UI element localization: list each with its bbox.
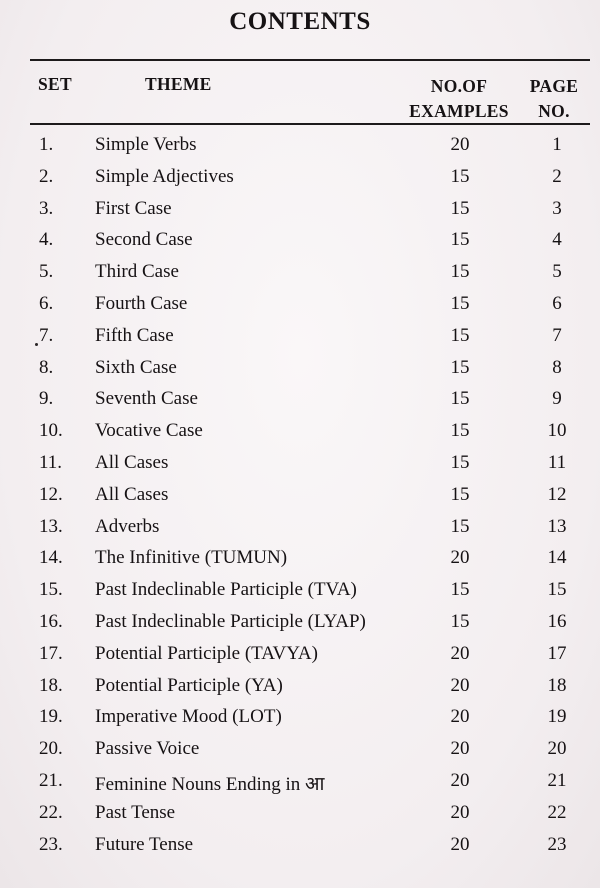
row-page-number: 15 (547, 579, 567, 601)
row-examples-count: 20 (450, 738, 470, 760)
row-examples-count: 15 (450, 165, 470, 187)
table-row (0, 257, 600, 289)
row-set-number: 12. (39, 483, 63, 505)
row-theme: Future Tense (95, 833, 194, 855)
row-set-number: 15. (39, 579, 63, 601)
row-set-number: 2. (39, 165, 54, 187)
row-theme: Simple Verbs (95, 134, 197, 155)
table-row (0, 798, 600, 830)
row-page-number: 11 (547, 451, 567, 473)
row-set-number: 14. (39, 547, 63, 569)
column-header-examples-line2: EXAMPLES (409, 101, 509, 121)
row-set-number: 5. (39, 261, 54, 283)
row-examples-count: 15 (450, 388, 470, 410)
row-theme: Third Case (95, 261, 179, 283)
table-row (0, 543, 600, 575)
row-examples-count: 15 (450, 261, 470, 283)
table-row (0, 639, 600, 671)
table-row (0, 830, 600, 862)
row-examples-count: 15 (450, 420, 470, 442)
row-examples-count: 20 (450, 769, 470, 791)
row-examples-count: 15 (450, 610, 470, 632)
table-row (0, 766, 600, 798)
row-set-number: 20. (39, 738, 63, 760)
row-examples-count: 15 (450, 229, 470, 251)
row-theme: Potential Participle (TAVYA) (95, 642, 318, 664)
row-page-number: 8 (552, 356, 562, 378)
row-set-number: 4. (39, 229, 54, 251)
row-examples-count: 15 (450, 197, 470, 219)
row-theme: Seventh Case (95, 388, 198, 410)
table-row (0, 734, 600, 766)
row-theme: Adverbs (95, 515, 160, 537)
table-row (0, 448, 600, 480)
table-row (0, 353, 600, 385)
row-theme: Past Indeclinable Participle (TVA) (95, 579, 357, 601)
table-row (0, 575, 600, 607)
row-set-number: 7. (39, 324, 54, 346)
row-page-number: 13 (547, 515, 567, 537)
page-title: CONTENTS (229, 8, 371, 35)
row-page-number: 9 (552, 388, 562, 410)
row-page-number: 22 (547, 801, 567, 823)
row-examples-count: 15 (450, 356, 470, 378)
table-row (0, 702, 600, 734)
column-header-set: SET (38, 74, 72, 94)
contents-table (0, 130, 600, 861)
table-row (0, 162, 600, 194)
row-theme: First Case (95, 197, 172, 219)
row-theme: Fourth Case (95, 292, 188, 314)
header-bottom-rule (30, 123, 590, 125)
row-examples-count: 20 (450, 642, 470, 664)
column-header-page-line1: PAGE (529, 76, 579, 96)
table-row (0, 130, 600, 162)
row-set-number: 1. (39, 134, 54, 155)
table-row (0, 225, 600, 257)
row-theme: Passive Voice (95, 738, 200, 760)
row-page-number: 17 (547, 642, 567, 664)
row-page-number: 19 (547, 706, 567, 728)
row-page-number: 3 (552, 197, 562, 219)
row-theme: Imperative Mood (LOT) (95, 706, 282, 728)
row-theme: Vocative Case (95, 420, 203, 442)
row-examples-count: 15 (450, 292, 470, 314)
row-set-number: 16. (39, 610, 63, 632)
header-top-rule (30, 59, 590, 61)
table-row (0, 416, 600, 448)
row-theme: Second Case (95, 229, 193, 251)
row-page-number: 16 (547, 610, 567, 632)
row-set-number: 18. (39, 674, 63, 696)
row-page-number: 23 (547, 833, 567, 855)
ink-speck (35, 343, 38, 346)
row-set-number: 19. (39, 706, 63, 728)
row-theme: Past Indeclinable Participle (LYAP) (95, 610, 366, 632)
row-examples-count: 15 (450, 324, 470, 346)
row-page-number: 21 (547, 769, 567, 791)
row-page-number: 10 (547, 420, 567, 442)
row-examples-count: 20 (450, 833, 470, 855)
row-set-number: 6. (39, 292, 54, 314)
row-theme: All Cases (95, 483, 169, 505)
table-row (0, 321, 600, 353)
row-examples-count: 20 (450, 801, 470, 823)
table-row (0, 671, 600, 703)
row-set-number: 22. (39, 801, 63, 823)
table-row (0, 512, 600, 544)
row-theme: Potential Participle (YA) (95, 674, 283, 696)
row-examples-count: 20 (450, 706, 470, 728)
column-header-theme: THEME (145, 74, 212, 94)
row-examples-count: 15 (450, 451, 470, 473)
row-page-number: 12 (547, 483, 567, 505)
row-examples-count: 20 (450, 674, 470, 696)
row-page-number: 4 (552, 229, 562, 251)
row-theme: The Infinitive (TUMUN) (95, 547, 288, 569)
row-set-number: 8. (39, 356, 54, 378)
row-page-number: 1 (552, 134, 562, 155)
table-row (0, 607, 600, 639)
table-row (0, 194, 600, 226)
row-page-number: 20 (547, 738, 567, 760)
column-header-examples-line1: NO.OF (430, 76, 488, 96)
table-row (0, 289, 600, 321)
row-page-number: 14 (547, 547, 567, 569)
row-theme: All Cases (95, 451, 169, 473)
row-examples-count: 15 (450, 483, 470, 505)
row-set-number: 3. (39, 197, 54, 219)
row-set-number: 13. (39, 515, 63, 537)
row-examples-count: 20 (450, 134, 470, 155)
row-page-number: 6 (552, 292, 562, 314)
row-theme: Sixth Case (95, 356, 177, 378)
row-page-number: 5 (552, 261, 562, 283)
row-set-number: 17. (39, 642, 63, 664)
table-row (0, 384, 600, 416)
row-page-number: 7 (552, 324, 562, 346)
column-header-page-line2: NO. (538, 101, 570, 121)
row-set-number: 11. (39, 451, 63, 473)
column-header-page (524, 74, 584, 124)
row-examples-count: 15 (450, 579, 470, 601)
row-theme: Fifth Case (95, 324, 174, 346)
column-header-examples (400, 74, 518, 124)
row-page-number: 2 (552, 165, 562, 187)
row-theme: Feminine Nouns Ending in आ (95, 773, 325, 795)
row-theme: Past Tense (95, 801, 176, 823)
row-set-number: 9. (39, 388, 54, 410)
row-set-number: 21. (39, 769, 63, 791)
row-examples-count: 15 (450, 515, 470, 537)
row-set-number: 10. (39, 420, 63, 442)
row-theme: Simple Adjectives (95, 165, 234, 187)
row-set-number: 23. (39, 833, 63, 855)
table-row (0, 480, 600, 512)
row-examples-count: 20 (450, 547, 470, 569)
row-page-number: 18 (547, 674, 567, 696)
